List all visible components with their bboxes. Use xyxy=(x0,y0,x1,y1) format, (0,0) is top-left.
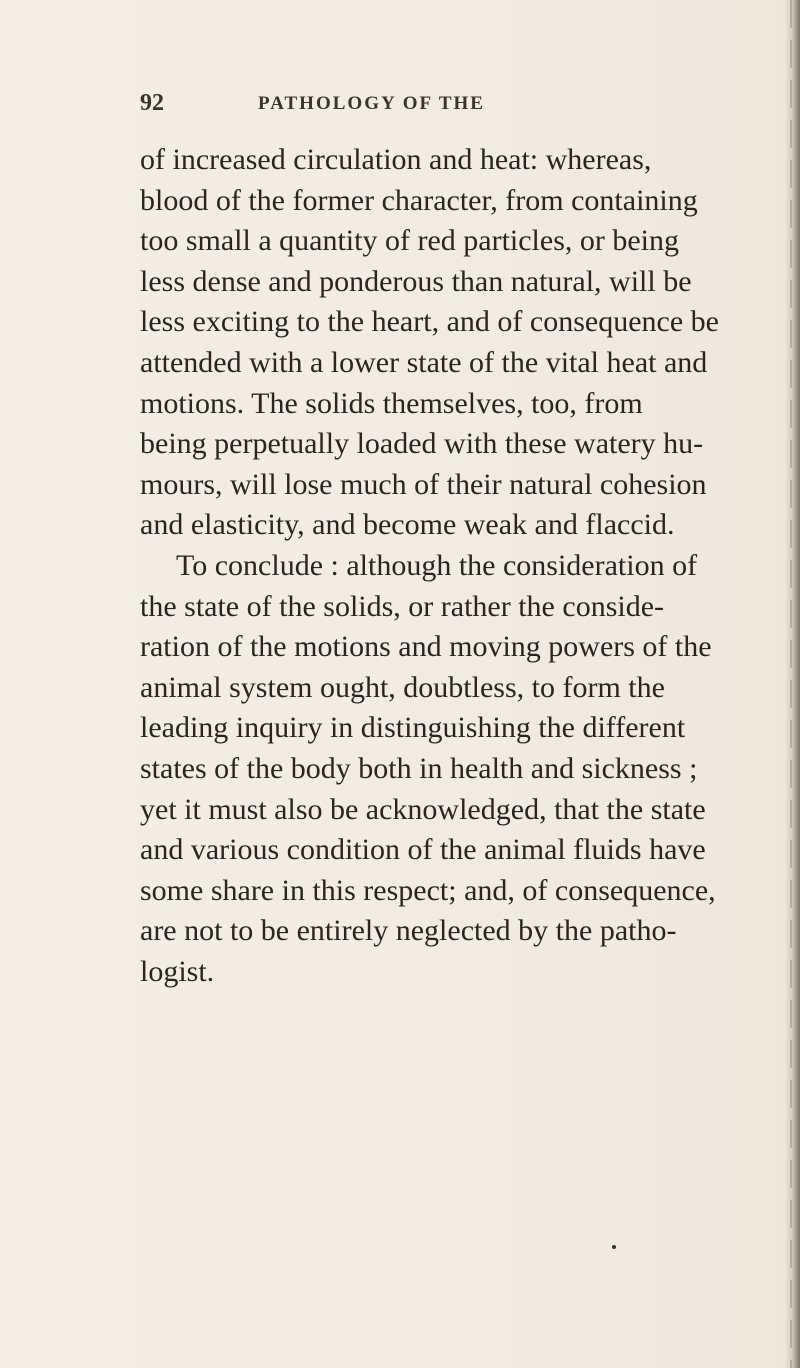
text-line: less exciting to the heart, and of consequence be xyxy=(140,305,719,339)
text-line: being perpetually loaded with these watery hu- xyxy=(140,427,704,461)
text-line: of increased circulation and heat: whereas, xyxy=(140,143,652,176)
paragraph-start-line: To conclude : although the consideration of xyxy=(176,548,698,582)
ink-speck xyxy=(612,1245,616,1249)
running-head xyxy=(140,90,740,124)
page-binding-edge xyxy=(786,0,800,1368)
text-line: motions. The solids themselves, too, from xyxy=(140,386,643,420)
text-line: the state of the solids, or rather the conside- xyxy=(140,589,665,623)
page-number: 92 xyxy=(140,90,164,116)
text-line: too small a quantity of red particles, or being xyxy=(140,224,680,258)
text-line: attended with a lower state of the vital heat and xyxy=(140,345,708,379)
text-line: mours, will lose much of their natural cohesion xyxy=(140,467,707,501)
text-line: ration of the motions and moving powers of the xyxy=(140,630,712,664)
text-line: states of the body both in health and sickness ; xyxy=(140,751,698,785)
text-line: yet it must also be acknowledged, that the state xyxy=(140,792,706,826)
text-line: some share in this respect; and, of consequence, xyxy=(140,873,716,907)
text-line: less dense and ponderous than natural, will be xyxy=(140,264,692,298)
running-head-title: PATHOLOGY OF THE xyxy=(258,93,485,114)
text-line: logist. xyxy=(140,954,215,988)
text-line: are not to be entirely neglected by the patho- xyxy=(140,914,677,948)
text-line: and various condition of the animal fluids have xyxy=(140,833,706,867)
text-line: blood of the former character, from containing xyxy=(140,183,698,217)
text-line: animal system ought, doubtless, to form the xyxy=(140,670,665,704)
body-text xyxy=(140,140,750,992)
text-line: leading inquiry in distinguishing the different xyxy=(140,711,686,745)
text-line: and elasticity, and become weak and flaccid. xyxy=(140,508,675,542)
